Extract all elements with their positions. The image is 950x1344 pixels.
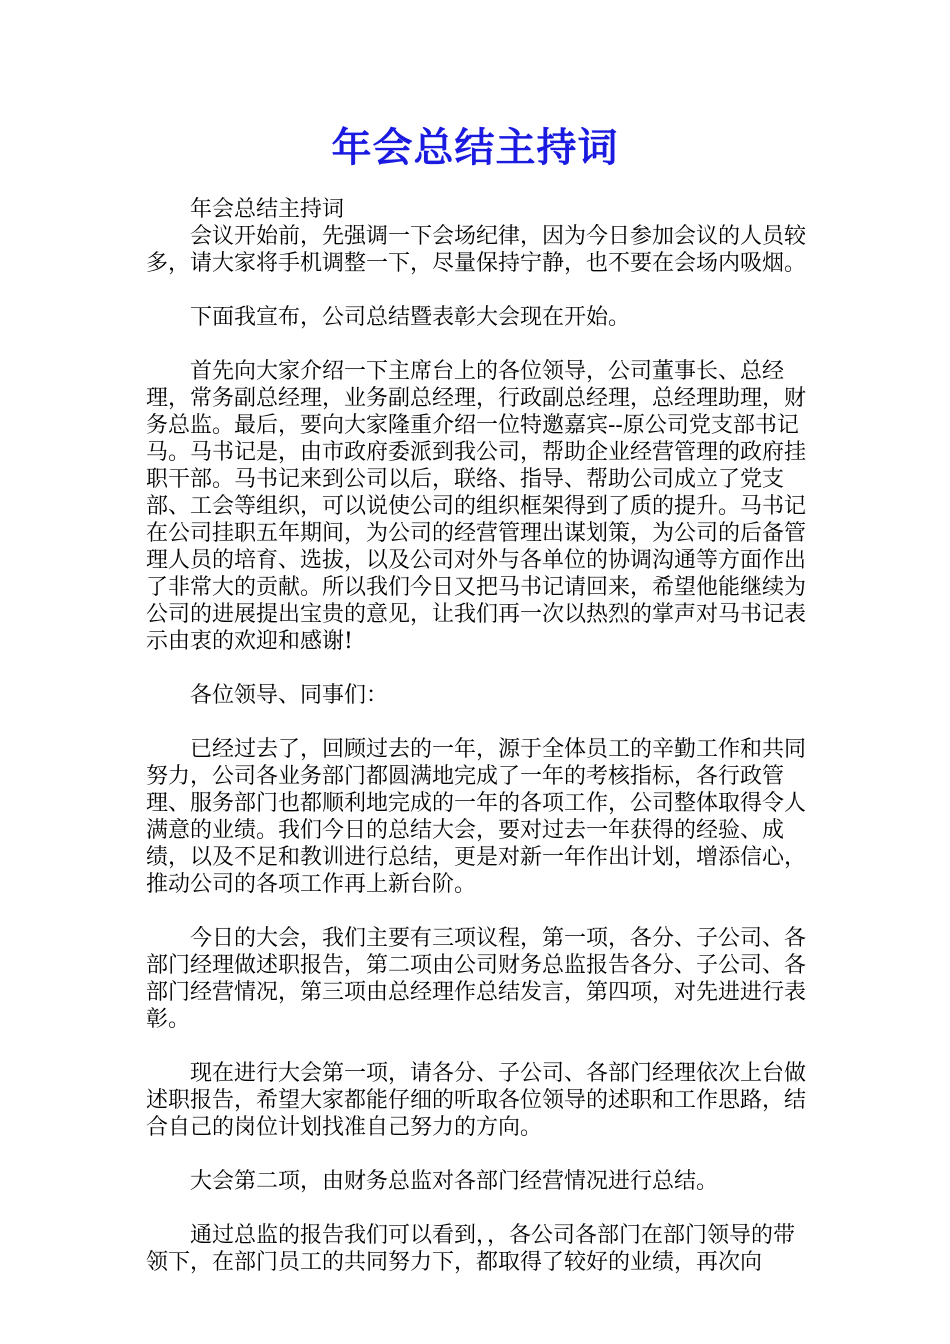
paragraph: 下面我宣布，公司总结暨表彰大会现在开始。 xyxy=(190,305,631,330)
document-body xyxy=(146,196,808,1276)
document-title: 年会总结主持词 xyxy=(331,125,619,171)
paragraph: 会议开始前，先强调一下会场纪律，因为今日参加会议的人员较多，请大家将手机调整一下，尽量保持宁静，也不要在会场内吸烟。 xyxy=(146,224,807,276)
paragraph: 大会第二项，由财务总监对各部门经营情况进行总结。 xyxy=(190,1169,719,1194)
paragraph: 各位领导、同事们： xyxy=(190,683,389,708)
paragraph-heading: 年会总结主持词 xyxy=(190,197,345,222)
paragraph: 首先向大家介绍一下主席台上的各位领导，公司董事长、总经理，常务副总经理，业务副总经理，行政副总经理，总经理助理，财务总监。最后，要向大家隆重介绍一位特邀嘉宾--原公司党支部书记马。马书记是，由市政府委派到我公司，帮助企业经营管理的政府挂职干部。马书记来到公司以后，联络、指导、帮助公司成立了党支部、工会等组织，可以说使公司的组织框架得到了质的提升。马书记在公司挂职五年期间，为公司的经营管理出谋划策，为公司的后备管理人员的培育、选拔，以及公司对外与各单位的协调沟通等方面作出了非常大的贡献。所以我们今日又把马书记请回来，希望他能继续为公司的进展提出宝贵的意见，让我们再一次以热烈的掌声对马书记表示由衷的欢迎和感谢! xyxy=(146,359,807,654)
paragraph: 已经过去了，回顾过去的一年，源于全体员工的辛勤工作和共同努力，公司各业务部门都圆满地完成了一年的考核指标，各行政管理、服务部门也都顺利地完成的一年的各项工作，公司整体取得令人满意的业绩。我们今日的总结大会，要对过去一年获得的经验、成绩，以及不足和教训进行总结，更是对新一年作出计划，增添信心，推动公司的各项工作再上新台阶。 xyxy=(146,737,807,897)
paragraph: 通过总监的报告我们可以看到，，各公司各部门在部门领导的带领下，在部门员工的共同努力下，都取得了较好的业绩，再次向 xyxy=(146,1223,796,1275)
paragraph: 现在进行大会第一项，请各分、子公司、各部门经理依次上台做述职报告，希望大家都能仔细的听取各位领导的述职和工作思路，结合自己的岗位计划找准自己努力的方向。 xyxy=(146,1061,807,1140)
paragraph: 今日的大会，我们主要有三项议程，第一项，各分、子公司、各部门经理做述职报告，第二项由公司财务总监报告各分、子公司、各部门经营情况，第三项由总经理作总结发言，第四项，对先进进行表彰。 xyxy=(146,926,807,1032)
